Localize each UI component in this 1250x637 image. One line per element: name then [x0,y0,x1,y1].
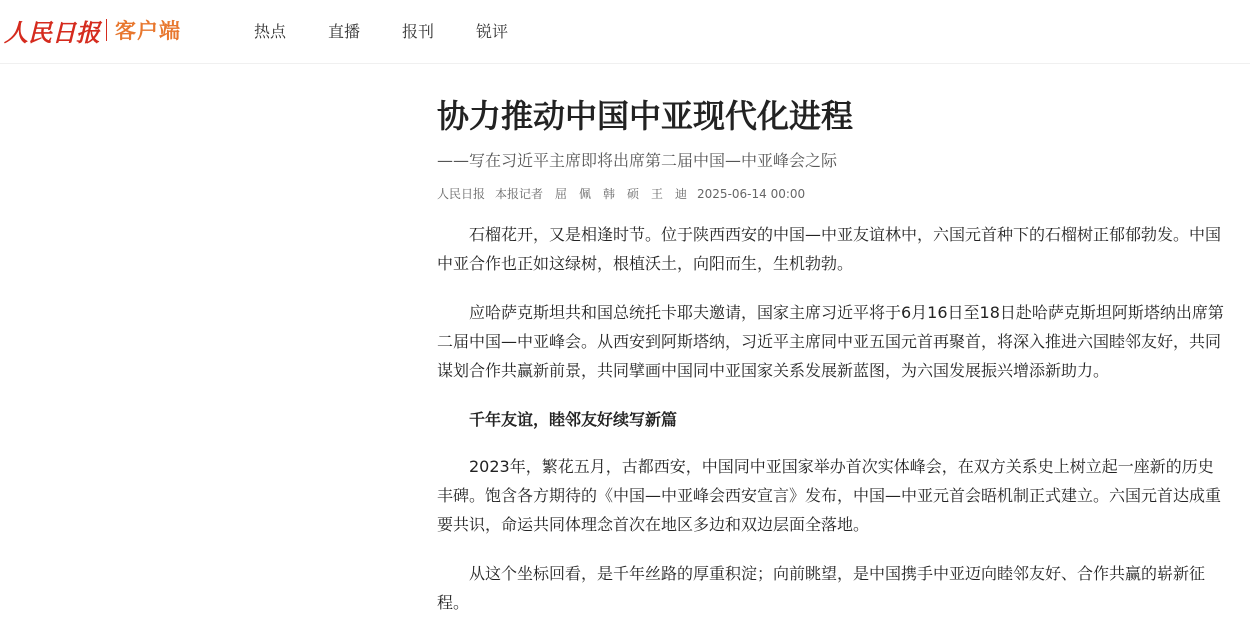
article-meta [437,184,1229,204]
article-title: 协力推动中国中亚现代化进程 [437,97,854,135]
article-paragraph: 应哈萨克斯坦共和国总统托卡耶夫邀请，国家主席习近平将于6月16日至18日赴哈萨克斯坦阿斯塔纳出席第二届中国—中亚峰会。从西安到阿斯塔纳，习近平主席同中亚五国元首再聚首，将深入推进六国睦邻友好，共同谋划合作共赢新前景，共同擘画中国同中亚国家关系发展新蓝图，为六国发展振兴增添新助力。 [437,303,1224,380]
logo-subtitle: 客户端 [115,19,181,43]
article-paragraph: 2023年，繁花五月，古都西安，中国同中亚国家举办首次实体峰会，在双方关系史上树立起一座新的历史丰碑。饱含各方期待的《中国—中亚峰会西安宣言》发布，中国—中亚元首会晤机制正式建立。六国元首达成重要共识，命运共同体理念首次在地区多边和双边层面全落地。 [437,457,1222,534]
logo-divider [106,19,107,41]
article-body [437,220,1229,617]
main-nav [254,19,508,42]
nav-item-hot[interactable]: 热点 [254,22,287,41]
logo-brand: 人民日报 [4,17,100,47]
nav-item-newspaper[interactable]: 报刊 [402,22,435,41]
logo[interactable] [4,14,181,46]
article-paragraph: 石榴花开，又是相逢时节。位于陕西西安的中国—中亚友谊林中，六国元首种下的石榴树正郁郁勃发。中国中亚合作也正如这绿树，根植沃土，向阳而生，生机勃勃。 [437,225,1222,273]
article-subtitle: ——写在习近平主席即将出席第二届中国—中亚峰会之际 [437,151,838,170]
top-bar [0,0,1250,64]
article [437,92,1229,637]
article-author: 本报记者 屈 佩 韩 硕 王 迪 [495,187,688,201]
article-source: 人民日报 [437,187,486,201]
nav-item-commentary[interactable]: 锐评 [476,22,509,41]
article-section-heading: 千年友谊，睦邻友好续写新篇 [469,410,678,429]
article-datetime: 2025-06-14 00:00 [697,187,806,201]
nav-item-live[interactable]: 直播 [328,22,361,41]
article-paragraph: 从这个坐标回看，是千年丝路的厚重积淀；向前眺望，是中国携手中亚迈向睦邻友好、合作共赢的崭新征程。 [437,564,1206,612]
